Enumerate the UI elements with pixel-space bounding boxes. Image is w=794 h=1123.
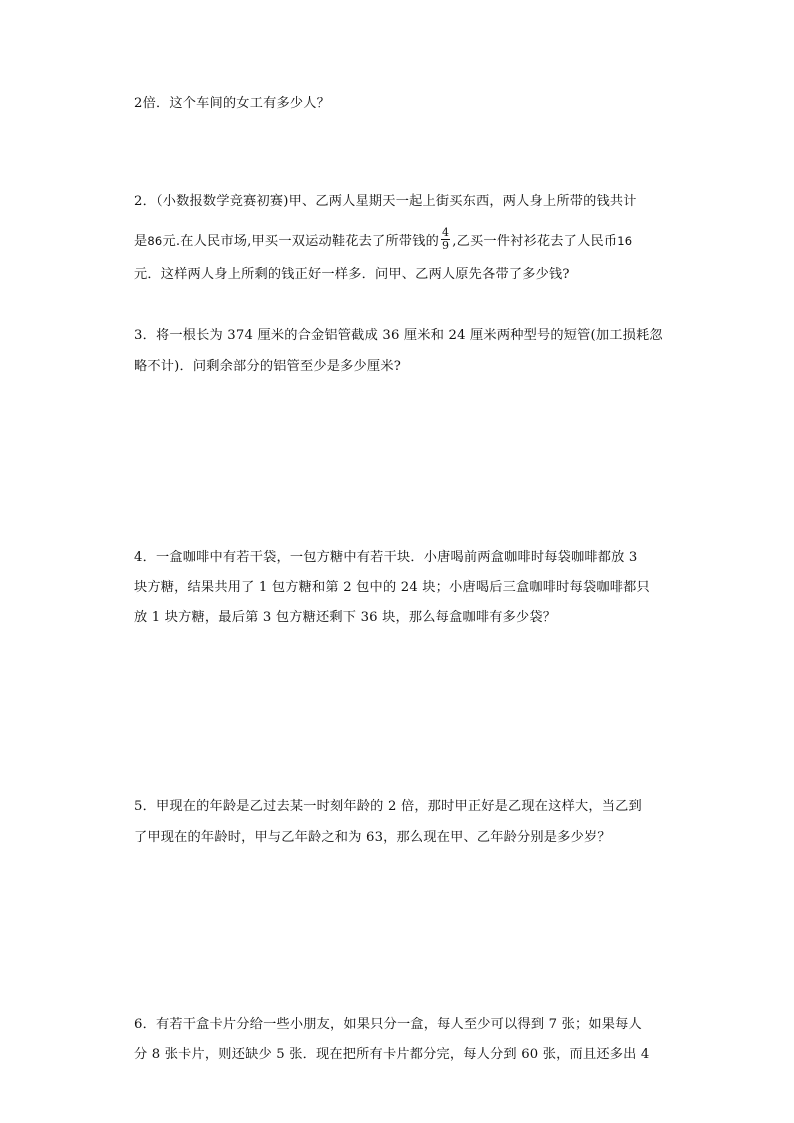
problem-4-line-3: 放 1 块方糖，最后第 3 包方糖还剩下 36 块，那么每盒咖啡有多少袋？ (134, 610, 557, 625)
fraction-four-ninths (441, 227, 450, 252)
problem-2-amount-shirt: 16 (617, 234, 633, 248)
problem-2-text-a: 是 (134, 234, 148, 249)
problem-3-line-1: 3．将一根长为 374 厘米的合金铝管截成 36 厘米和 24 厘米两种型号的短管(加工损耗忽 (134, 328, 663, 343)
problem-3-line-2: 略不计)．问剩余部分的铝管至少是多少厘米? (134, 359, 401, 374)
problem-6-line-2: 分 8 张卡片，则还缺少 5 张．现在把所有卡片都分完，每人分到 60 张，而且还多出 4 (134, 1047, 650, 1062)
problem-6-line-1: 6．有若干盒卡片分给一些小朋友，如果只分一盒，每人至少可以得到 7 张；如果每人 (134, 1017, 642, 1032)
fraction-numerator: 4 (441, 226, 450, 239)
problem-2-amount-total: 86 (147, 234, 163, 248)
problem-4-line-1: 4．一盒咖啡中有若干袋，一包方糖中有若干块．小唐喝前两盒咖啡时每袋咖啡都放 3 (134, 550, 638, 565)
problem-2-text-b: 元.在人民市场,甲买一双运动鞋花去了所带钱的 (162, 234, 439, 249)
fraction-denominator: 9 (441, 239, 450, 252)
problem-2-line-2 (134, 226, 633, 254)
problem-2-line-3: 元．这样两人身上所剩的钱正好一样多．问甲、乙两人原先各带了多少钱? (134, 267, 570, 282)
problem-2-line-1: 2．（小数报数学竞赛初赛)甲、乙两人星期天一起上街买东西，两人身上所带的钱共计 (134, 194, 637, 209)
problem-4-line-2: 块方糖，结果共用了 1 包方糖和第 2 包中的 24 块；小唐喝后三盒咖啡时每袋咖啡都只 (134, 580, 650, 595)
previous-problem-tail: 2倍．这个车间的女工有多少人？ (134, 96, 331, 111)
problem-5-line-2: 了甲现在的年龄时，甲与乙年龄之和为 63，那么现在甲、乙年龄分别是多少岁？ (134, 830, 611, 845)
problem-5-line-1: 5．甲现在的年龄是乙过去某一时刻年龄的 2 倍，那时甲正好是乙现在这样大，当乙到 (134, 799, 642, 814)
problem-2-text-c: ,乙买一件衬衫花去了人民币 (452, 234, 618, 249)
